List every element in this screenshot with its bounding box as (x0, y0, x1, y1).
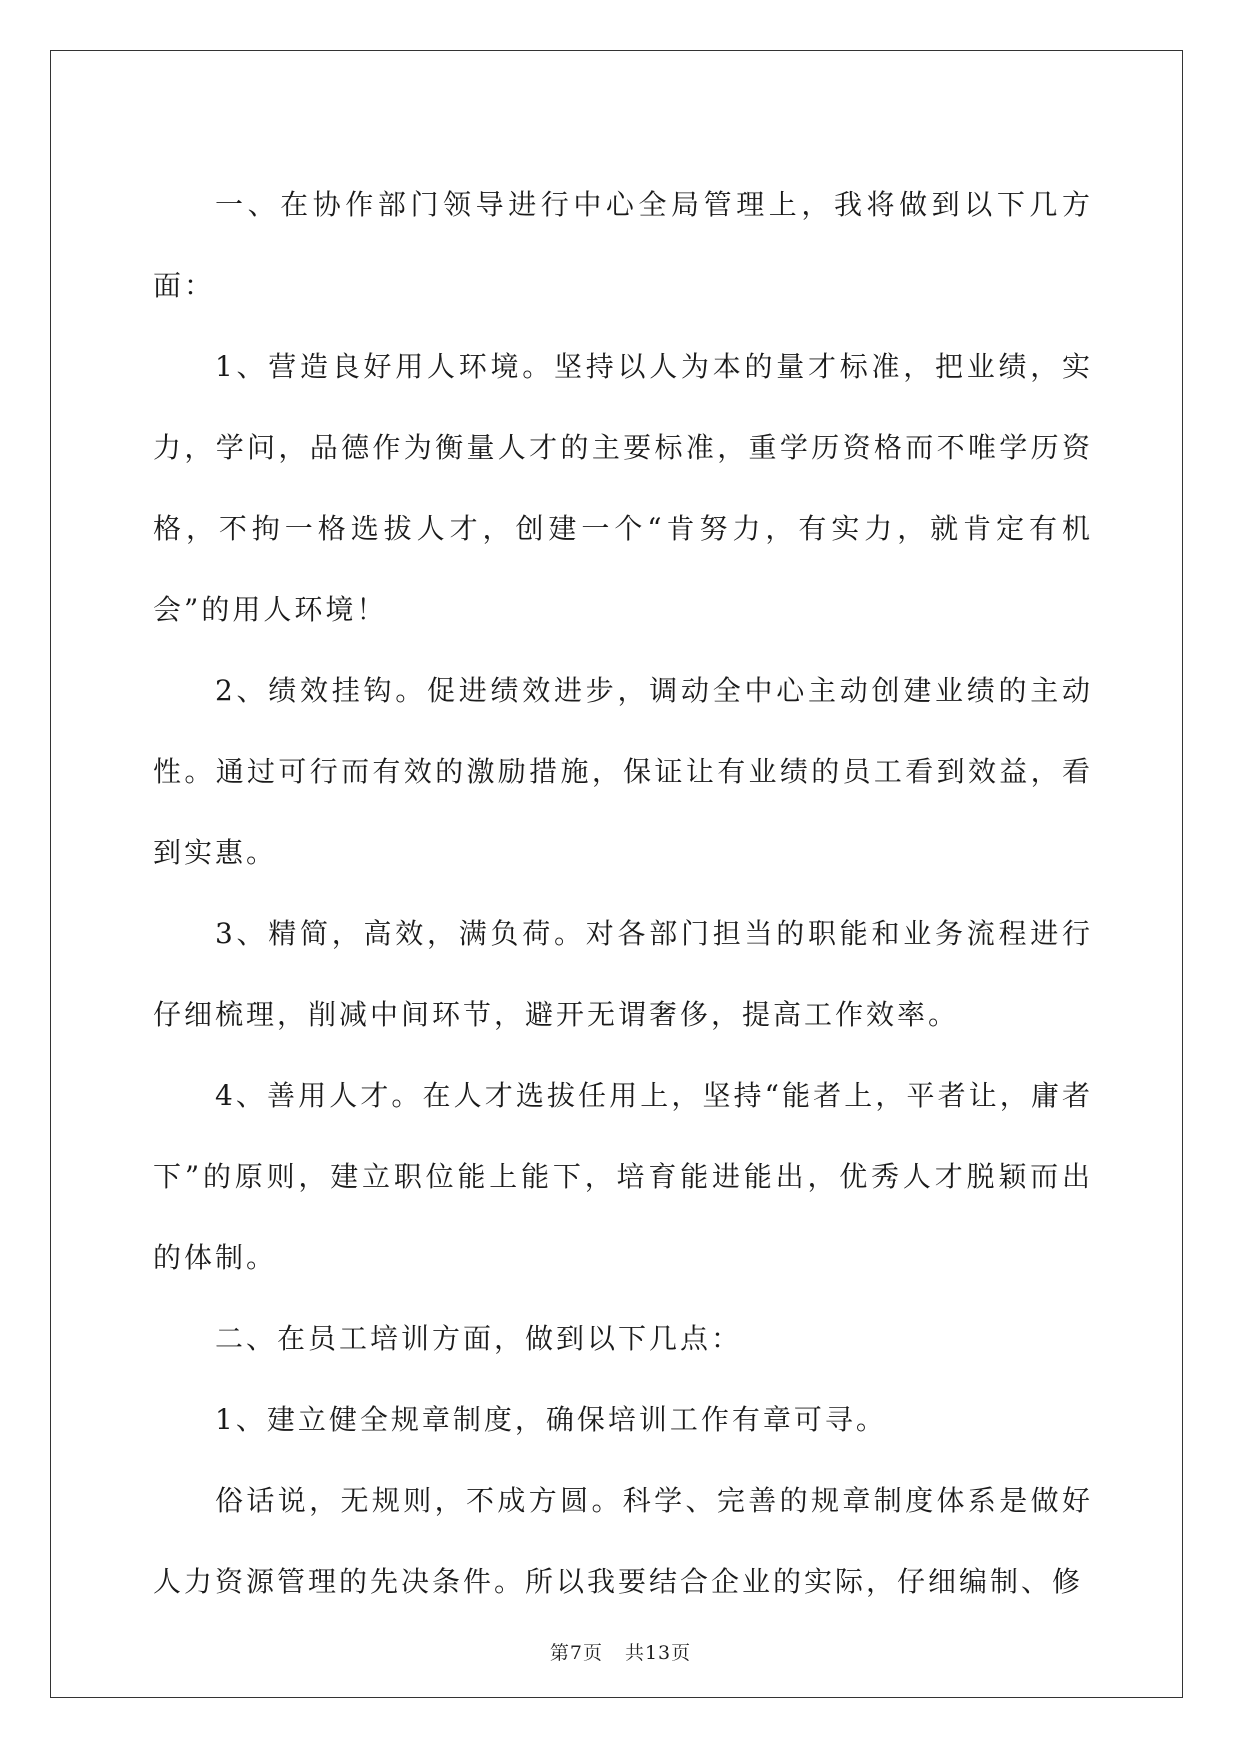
paragraph-rules: 俗话说，无规则，不成方圆。科学、完善的规章制度体系是做好人力资源管理的先决条件。所以我要结合企业的实际，仔细编制、修 (153, 1484, 1093, 1598)
paragraph-item-1-environment: 1、营造良好用人环境。坚持以人为本的量才标准，把业绩，实力，学问，品德作为衡量人才的主要标准，重学历资格而不唯学历资格，不拘一格选拔人才，创建一个“肯努力，有实力，就肯定有机会”的用人环境！ (153, 350, 1093, 626)
page-footer (0, 1638, 1241, 1665)
paragraph-item-3-efficiency: 3、精简，高效，满负荷。对各部门担当的职能和业务流程进行仔细梳理，削减中间环节，避开无谓奢侈，提高工作效率。 (153, 917, 1093, 1031)
paragraph-item-2-performance: 2、绩效挂钩。促进绩效进步，调动全中心主动创建业绩的主动性。通过可行而有效的激励措施，保证让有业绩的员工看到效益，看到实惠。 (153, 674, 1093, 869)
page-number: 第7页 (549, 1642, 603, 1664)
paragraph-section-two-heading: 二、在员工培训方面，做到以下几点： (215, 1322, 743, 1355)
page-total: 共13页 (624, 1642, 692, 1664)
paragraph-training-item-1: 1、建立健全规章制度，确保培训工作有章可寻。 (215, 1403, 887, 1436)
paragraph-section-one-heading: 一、在协作部门领导进行中心全局管理上，我将做到以下几方面： (153, 188, 1093, 302)
document-body (153, 164, 1093, 1622)
paragraph-item-4-talent: 4、善用人才。在人才选拔任用上，坚持“能者上，平者让，庸者下”的原则，建立职位能上能下，培育能进能出，优秀人才脱颖而出的体制。 (153, 1079, 1093, 1274)
